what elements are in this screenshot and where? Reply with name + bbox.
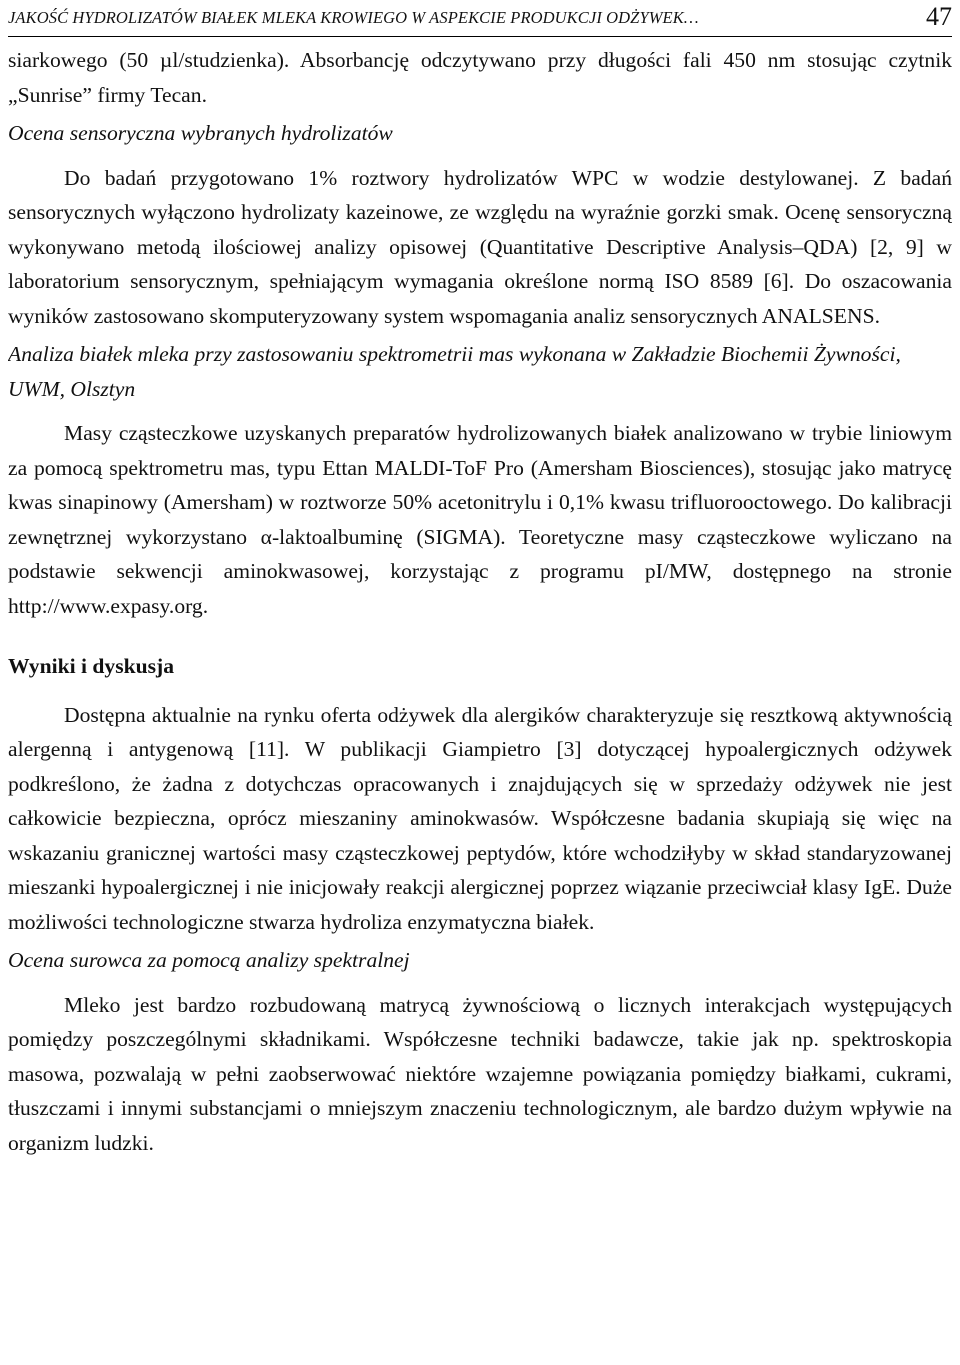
subheading-sensory: Ocena sensoryczna wybranych hydrolizatów — [8, 121, 393, 145]
page-number: 47 — [926, 2, 952, 31]
running-header — [8, 2, 952, 37]
paragraph-continued: siarkowego (50 µl/studzienka). Absorbancję odczytywano przy długości fali 450 nm stosując czytnik „Sunrise” firmy Tecan. — [8, 48, 952, 107]
paragraph-results: Dostępna aktualnie na rynku oferta odżywek dla alergików charakteryzuje się resztkową aktywnością alergenną i antygenową [11]. W publikacji Giampietro [3] dotyczącej hypoalergicznych odżywek podkreślono, że żadna z dotychczas opracowanych i znajdujących się w sprzedaży odżywek nie jest całkowicie bezpieczna, oprócz mieszaniny aminokwasów. Współczesne badania skupiają się więc na wskazaniu granicznej wartości masy cząsteczkowej peptydów, które wchodziłyby w skład standaryzowanej mieszanki hypoalergicznej i nie inicjowały reakcji alergicznej poprzez wiązanie przeciwciał klasy IgE. Duże możliwości technologiczne stwarza hydroliza enzymatyczna białek. — [8, 702, 952, 934]
document-page — [8, 0, 952, 1365]
paragraph-spectral: Mleko jest bardzo rozbudowaną matrycą żywnościową o licznych interakcjach występujących pomiędzy poszczególnymi składnikami. Współczesne techniki badawcze, takie jak np. spektroskopia masowa, pozwalają w pełni zaobserwować niektóre wzajemne powiązania pomiędzy białkami, cukrami, tłuszczami i innymi substancjami o mniejszym znaczeniu technologicznym, ale bardzo dużym wpływie na organizm ludzki. — [8, 992, 952, 1155]
section-heading-results: Wyniki i dyskusja — [8, 654, 175, 678]
paragraph-mass-spec: Masy cząsteczkowe uzyskanych preparatów hydrolizowanych białek analizowano w trybie liniowym za pomocą spektrometru mas, typu Ettan MALDI-ToF Pro (Amersham Biosciences), stosując jako matrycę kwas sinapinowy (Amersham) w roztworze 50% acetonitrylu i 0,1% kwasu trifluorooctowego. Do kalibracji zewnętrznej wykorzystano α-laktoalbuminę (SIGMA). Teoretyczne masy cząsteczkowe wyliczano na podstawie sekwencji aminokwasowej, korzystając z programu pI/MW, dostępnego na stronie http://www.expasy.org. — [8, 421, 952, 618]
running-title: JAKOŚĆ HYDROLIZATÓW BIAŁEK MLEKA KROWIEGO W ASPEKCIE PRODUKCJI ODŻYWEK… — [8, 8, 699, 27]
subheading-mass-spec: Analiza białek mleka przy zastosowaniu spektrometrii mas wykonana w Zakładzie Biochemii Żywności, UWM, Olsztyn — [8, 342, 901, 401]
paragraph-sensory: Do badań przygotowano 1% roztwory hydrolizatów WPC w wodzie destylowanej. Z badań sensorycznych wyłączono hydrolizaty kazeinowe, ze względu na wyraźnie gorzki smak. Ocenę sensoryczną wykonywano metodą ilościowej analizy opisowej (Quantitative Descriptive Analysis–QDA) [2, 9] w laboratorium sensorycznym, spełniającym wymagania określone normą ISO 8589 [6]. Do oszacowania wyników zastosowano skomputeryzowany system wspomagania analiz sensorycznych ANALSENS. — [8, 165, 952, 328]
subheading-spectral: Ocena surowca za pomocą analizy spektralnej — [8, 948, 410, 972]
